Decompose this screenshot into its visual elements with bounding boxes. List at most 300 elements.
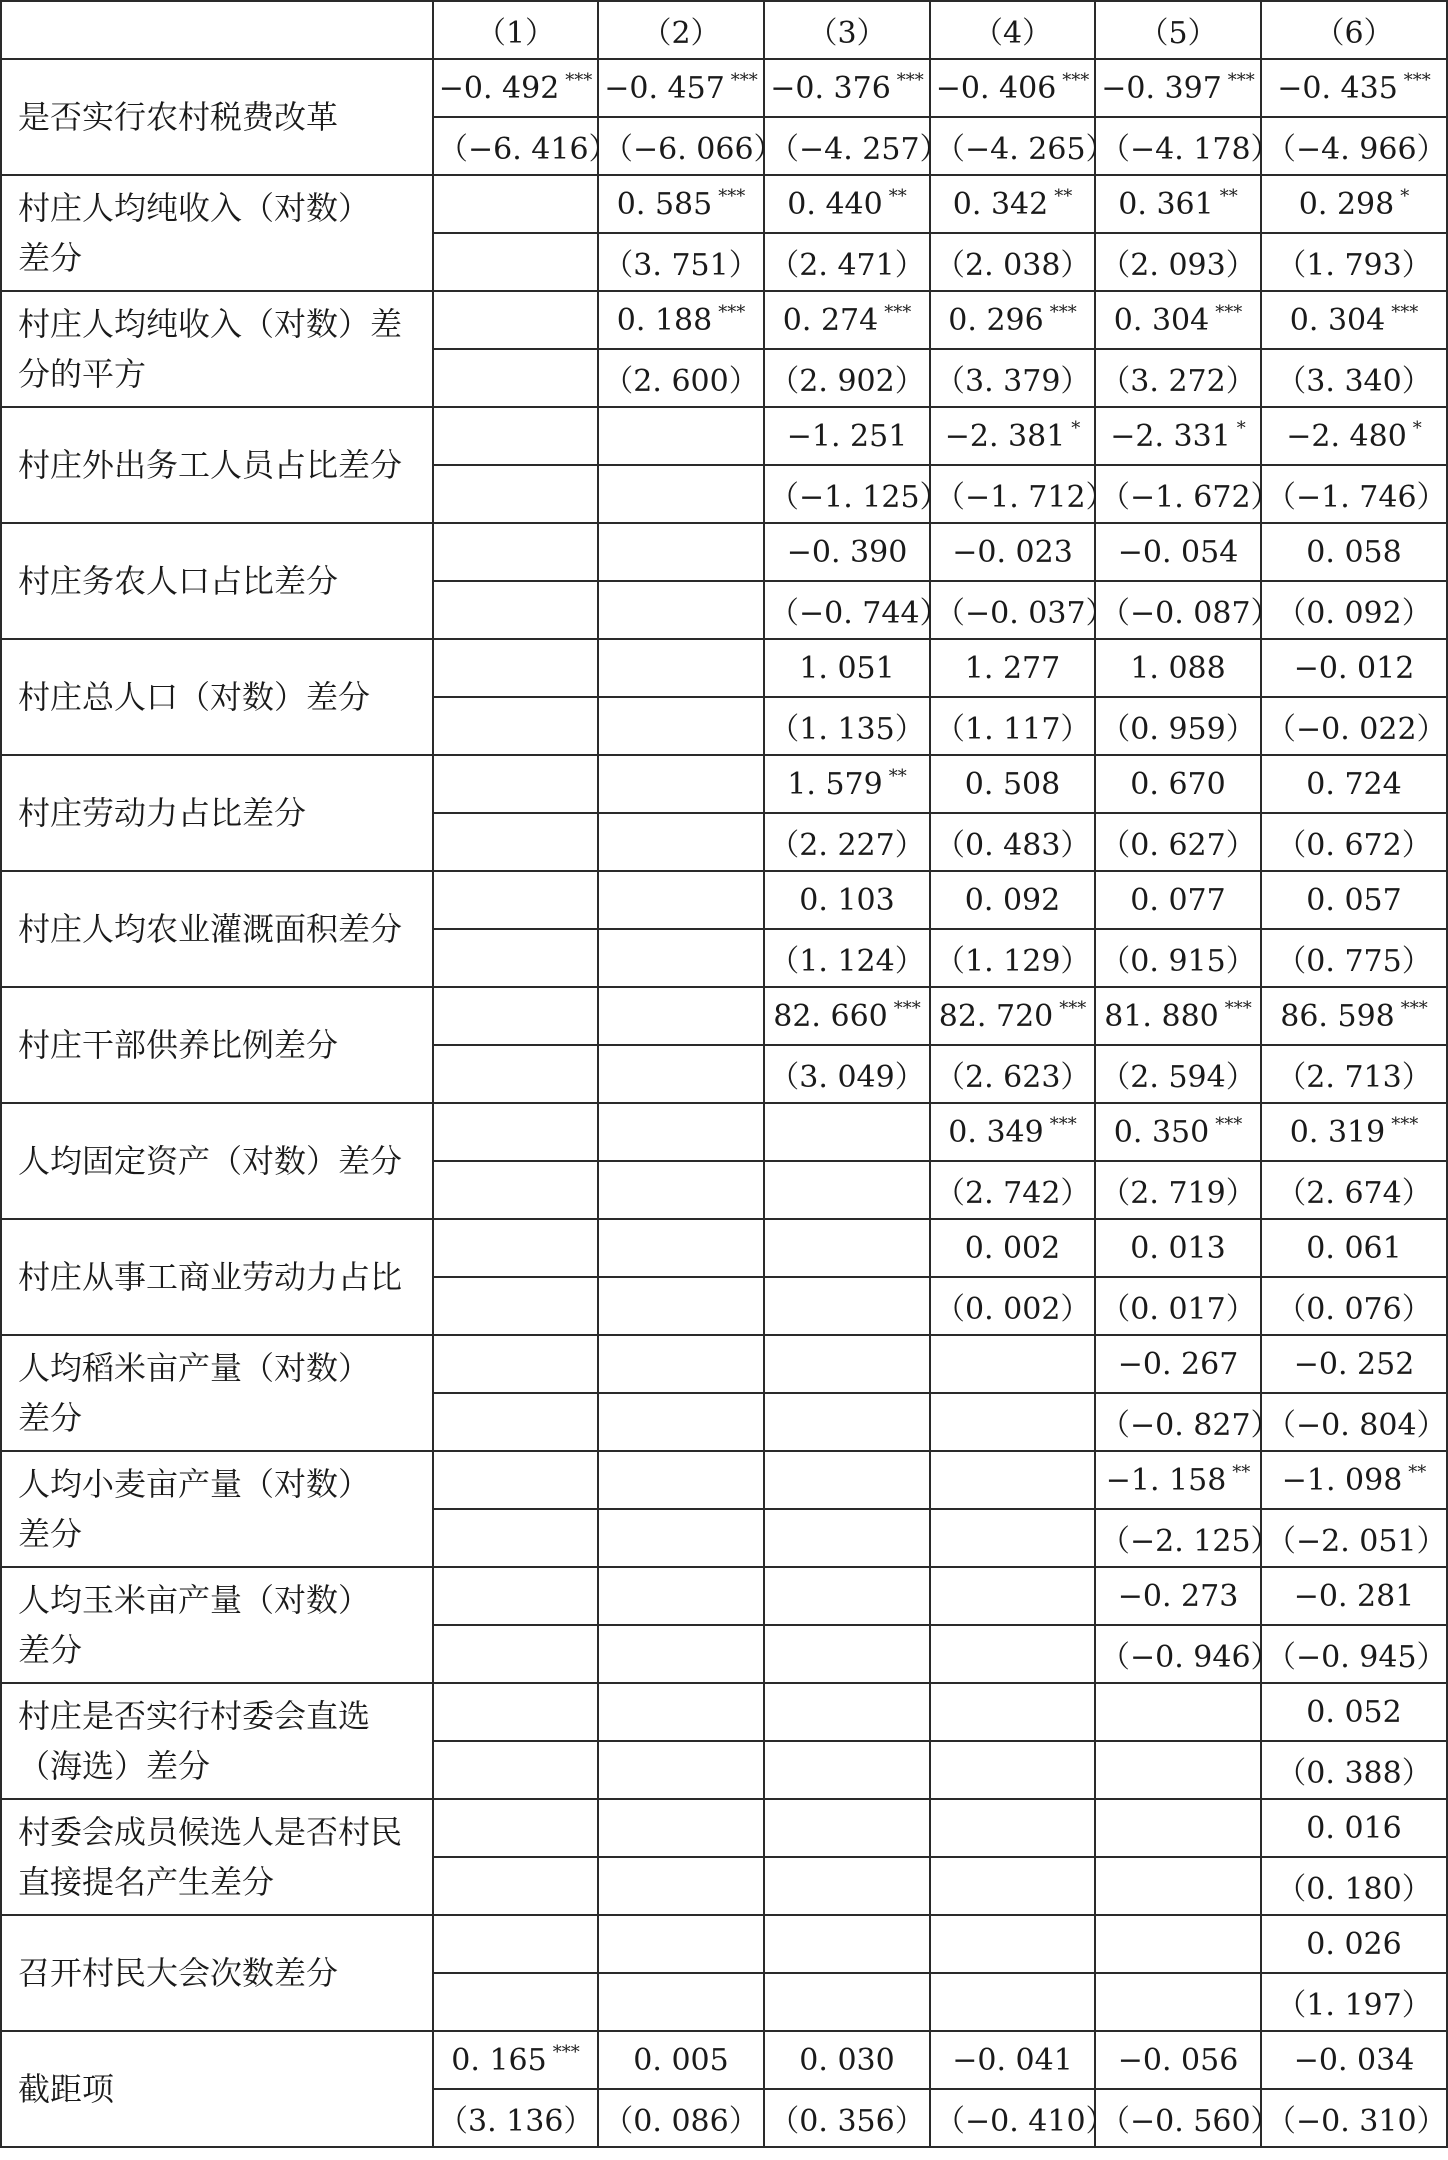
coefficient-value: 0. 724 <box>1306 766 1402 802</box>
coefficient-cell <box>930 639 1095 697</box>
variable-label-line: 村庄人均纯收入（对数）差 <box>18 305 403 343</box>
coefficient-cell <box>930 2031 1095 2089</box>
significance-stars: *** <box>1059 998 1087 1019</box>
coefficient-cell <box>930 1915 1095 1973</box>
header-row <box>1 1 1447 59</box>
coefficient-row <box>1 1335 1447 1393</box>
t-statistic-cell <box>433 929 598 987</box>
coefficient-cell <box>930 523 1095 581</box>
significance-stars: *** <box>1391 1114 1419 1135</box>
coefficient-cell <box>1095 639 1261 697</box>
coefficient-value: −0. 406 <box>935 71 1057 106</box>
t-statistic-cell <box>598 1741 764 1799</box>
variable-label-line: 村庄从事工商业劳动力占比 <box>18 1258 403 1296</box>
coefficient-cell <box>930 871 1095 929</box>
coefficient-value: 0. 342 <box>952 187 1049 222</box>
t-statistic-cell: （−1. 125） <box>764 465 930 523</box>
coefficient-cell <box>598 59 764 117</box>
t-statistic-cell <box>598 1045 764 1103</box>
coefficient-cell <box>764 1103 930 1161</box>
coefficient-row <box>1 639 1447 697</box>
t-statistic-cell: （2. 227） <box>764 813 930 871</box>
coefficient-row <box>1 1567 1447 1625</box>
t-statistic-cell <box>598 1277 764 1335</box>
coefficient-value: −0. 041 <box>952 2042 1073 2078</box>
coefficient-value: 0. 030 <box>799 2042 895 2078</box>
significance-stars: ** <box>1219 186 1238 207</box>
variable-label-line: 差分 <box>18 1399 83 1437</box>
significance-stars: *** <box>896 70 924 91</box>
coefficient-value: 81. 880 <box>1104 999 1219 1034</box>
variable-label <box>1 1683 433 1799</box>
t-statistic-cell: （0. 627） <box>1095 813 1261 871</box>
coefficient-value: −0. 034 <box>1293 2042 1415 2078</box>
coefficient-cell <box>433 987 598 1045</box>
coefficient-value: 0. 165 <box>451 2043 547 2078</box>
coefficient-cell <box>598 1451 764 1509</box>
significance-stars: *** <box>1400 998 1428 1019</box>
t-statistic-cell <box>433 1741 598 1799</box>
t-statistic-cell <box>598 1161 764 1219</box>
coefficient-value: −0. 435 <box>1277 71 1398 106</box>
coefficient-value: 0. 092 <box>964 882 1061 918</box>
t-statistic-cell <box>433 1045 598 1103</box>
variable-label <box>1 1915 433 2031</box>
t-statistic-cell: （−2. 051） <box>1261 1509 1447 1567</box>
coefficient-cell <box>598 291 764 349</box>
significance-stars: *** <box>1049 302 1077 323</box>
coefficient-cell <box>433 1103 598 1161</box>
t-statistic-cell: （2. 713） <box>1261 1045 1447 1103</box>
coefficient-cell <box>930 175 1095 233</box>
coefficient-cell <box>1261 407 1447 465</box>
t-statistic-cell: （3. 751） <box>598 233 764 291</box>
coefficient-value: −2. 480 <box>1286 419 1407 454</box>
column-header: （6） <box>1261 1 1447 59</box>
coefficient-cell <box>1095 2031 1261 2089</box>
coefficient-cell <box>764 1219 930 1277</box>
t-statistic-cell <box>598 1509 764 1567</box>
coefficient-value: −2. 331 <box>1110 419 1231 454</box>
coefficient-row <box>1 291 1447 349</box>
coefficient-cell <box>1261 523 1447 581</box>
variable-label-line: 村庄外出务工人员占比差分 <box>18 446 403 484</box>
t-statistic-cell <box>433 1509 598 1567</box>
significance-stars: *** <box>1215 302 1243 323</box>
t-statistic-cell: （2. 719） <box>1095 1161 1261 1219</box>
coefficient-cell <box>930 1335 1095 1393</box>
coefficient-value: 1. 051 <box>799 650 895 686</box>
t-statistic-cell: （2. 594） <box>1095 1045 1261 1103</box>
coefficient-value: −0. 376 <box>770 71 891 106</box>
coefficient-cell <box>930 987 1095 1045</box>
coefficient-cell <box>1261 1219 1447 1277</box>
coefficient-value: −0. 252 <box>1293 1346 1415 1382</box>
coefficient-cell <box>1261 1335 1447 1393</box>
t-statistic-cell <box>433 581 598 639</box>
t-statistic-cell <box>598 929 764 987</box>
significance-stars: *** <box>884 302 912 323</box>
significance-stars: * <box>1412 418 1422 439</box>
coefficient-cell <box>433 1335 598 1393</box>
coefficient-cell <box>433 1451 598 1509</box>
coefficient-cell <box>598 407 764 465</box>
coefficient-cell <box>1095 1683 1261 1741</box>
coefficient-value: −0. 390 <box>786 534 908 570</box>
coefficient-cell <box>598 871 764 929</box>
significance-stars: *** <box>718 302 746 323</box>
coefficient-row <box>1 987 1447 1045</box>
coefficient-cell <box>1261 1451 1447 1509</box>
significance-stars: *** <box>565 70 593 91</box>
t-statistic-cell: （−0. 744） <box>764 581 930 639</box>
coefficient-cell <box>598 1567 764 1625</box>
t-statistic-cell: （2. 038） <box>930 233 1095 291</box>
coefficient-cell <box>764 291 930 349</box>
coefficient-cell <box>433 59 598 117</box>
coefficient-value: 0. 298 <box>1298 187 1395 222</box>
variable-label <box>1 871 433 987</box>
significance-stars: *** <box>1215 1114 1243 1135</box>
coefficient-cell <box>764 1683 930 1741</box>
coefficient-cell <box>1095 1451 1261 1509</box>
t-statistic-cell: （−0. 037） <box>930 581 1095 639</box>
t-statistic-cell: （3. 136） <box>433 2089 598 2147</box>
coefficient-cell <box>1095 755 1261 813</box>
coefficient-value: 0. 002 <box>964 1230 1061 1266</box>
coefficient-cell <box>433 407 598 465</box>
coefficient-cell <box>598 755 764 813</box>
coefficient-row <box>1 175 1447 233</box>
coefficient-value: 82. 660 <box>773 999 888 1034</box>
t-statistic-cell: （−1. 746） <box>1261 465 1447 523</box>
variable-label <box>1 175 433 291</box>
t-statistic-cell: （−0. 946） <box>1095 1625 1261 1683</box>
coefficient-cell <box>1095 1335 1261 1393</box>
coefficient-cell <box>598 987 764 1045</box>
t-statistic-cell: （2. 742） <box>930 1161 1095 1219</box>
t-statistic-cell: （1. 197） <box>1261 1973 1447 2031</box>
t-statistic-cell <box>764 1625 930 1683</box>
t-statistic-cell <box>433 465 598 523</box>
coefficient-value: −0. 457 <box>604 71 725 106</box>
t-statistic-cell <box>930 1857 1095 1915</box>
column-header: （4） <box>930 1 1095 59</box>
coefficient-row <box>1 871 1447 929</box>
variable-label-line: 村庄人均纯收入（对数） <box>18 189 371 227</box>
t-statistic-cell <box>433 1973 598 2031</box>
t-statistic-cell: （1. 793） <box>1261 233 1447 291</box>
t-statistic-cell: （−2. 125） <box>1095 1509 1261 1567</box>
coefficient-value: 0. 016 <box>1306 1810 1402 1846</box>
column-header: （5） <box>1095 1 1261 59</box>
variable-label-line: 人均小麦亩产量（对数） <box>18 1465 371 1503</box>
coefficient-cell <box>1095 407 1261 465</box>
t-statistic-cell <box>764 1857 930 1915</box>
variable-label-line: 村庄劳动力占比差分 <box>18 794 307 832</box>
variable-label-line: （海选）差分 <box>18 1747 211 1785</box>
significance-stars: *** <box>730 70 758 91</box>
t-statistic-cell: （1. 129） <box>930 929 1095 987</box>
variable-label-line: 差分 <box>18 1515 83 1553</box>
coefficient-cell <box>1261 639 1447 697</box>
coefficient-cell <box>598 1219 764 1277</box>
coefficient-cell <box>1095 1567 1261 1625</box>
significance-stars: * <box>1071 418 1081 439</box>
coefficient-cell <box>1261 987 1447 1045</box>
coefficient-cell <box>1095 291 1261 349</box>
variable-label-line: 村庄干部供养比例差分 <box>18 1026 339 1064</box>
t-statistic-cell <box>764 1973 930 2031</box>
t-statistic-cell <box>433 233 598 291</box>
coefficient-cell <box>433 1219 598 1277</box>
coefficient-cell <box>764 175 930 233</box>
coefficient-cell <box>764 407 930 465</box>
variable-label <box>1 1567 433 1683</box>
coefficient-cell <box>433 1567 598 1625</box>
coefficient-cell <box>1261 59 1447 117</box>
t-statistic-cell: （3. 049） <box>764 1045 930 1103</box>
coefficient-row <box>1 523 1447 581</box>
coefficient-cell <box>1095 987 1261 1045</box>
coefficient-value: 0. 296 <box>948 303 1044 338</box>
coefficient-value: 82. 720 <box>938 999 1054 1034</box>
t-statistic-cell <box>930 1973 1095 2031</box>
coefficient-cell <box>1261 175 1447 233</box>
coefficient-value: 0. 026 <box>1306 1926 1402 1962</box>
coefficient-cell <box>1261 1799 1447 1857</box>
coefficient-cell <box>764 871 930 929</box>
variable-label <box>1 755 433 871</box>
t-statistic-cell <box>764 1509 930 1567</box>
significance-stars: *** <box>1224 998 1252 1019</box>
variable-label <box>1 59 433 175</box>
variable-label <box>1 1219 433 1335</box>
coefficient-cell <box>433 1683 598 1741</box>
coefficient-row <box>1 1103 1447 1161</box>
coefficient-value: −0. 397 <box>1101 71 1222 106</box>
variable-label-line: 村庄人均农业灌溉面积差分 <box>18 910 403 948</box>
t-statistic-cell <box>598 1857 764 1915</box>
coefficient-cell <box>598 639 764 697</box>
significance-stars: *** <box>1403 70 1431 91</box>
significance-stars: ** <box>888 766 907 787</box>
coefficient-value: 0. 361 <box>1118 187 1214 222</box>
coefficient-cell <box>598 1915 764 1973</box>
coefficient-cell <box>764 59 930 117</box>
coefficient-cell <box>930 59 1095 117</box>
coefficient-row <box>1 59 1447 117</box>
coefficient-cell <box>764 755 930 813</box>
variable-label-line: 村庄务农人口占比差分 <box>18 562 339 600</box>
variable-label <box>1 987 433 1103</box>
coefficient-cell <box>598 1335 764 1393</box>
t-statistic-cell <box>433 1161 598 1219</box>
variable-label <box>1 1103 433 1219</box>
significance-stars: ** <box>1054 186 1073 207</box>
coefficient-value: −0. 281 <box>1293 1578 1415 1614</box>
header-corner-cell <box>1 1 433 59</box>
t-statistic-cell: （0. 076） <box>1261 1277 1447 1335</box>
coefficient-cell <box>1261 871 1447 929</box>
coefficient-cell <box>433 1915 598 1973</box>
significance-stars: *** <box>552 2042 580 2063</box>
coefficient-row <box>1 2031 1447 2089</box>
coefficient-row <box>1 1451 1447 1509</box>
t-statistic-cell: （−1. 712） <box>930 465 1095 523</box>
significance-stars: *** <box>1227 70 1255 91</box>
coefficient-cell <box>1095 523 1261 581</box>
t-statistic-cell: （2. 674） <box>1261 1161 1447 1219</box>
t-statistic-cell: （0. 672） <box>1261 813 1447 871</box>
variable-label <box>1 2031 433 2147</box>
variable-label-line: 村庄总人口（对数）差分 <box>18 678 371 716</box>
variable-label <box>1 1451 433 1567</box>
coefficient-cell <box>1095 1103 1261 1161</box>
t-statistic-cell: （−0. 087） <box>1095 581 1261 639</box>
t-statistic-cell <box>1095 1973 1261 2031</box>
variable-label-line: 人均玉米亩产量（对数） <box>18 1581 371 1619</box>
coefficient-value: 0. 508 <box>964 766 1061 802</box>
coefficient-value: −1. 098 <box>1281 1463 1403 1498</box>
coefficient-cell <box>764 523 930 581</box>
variable-label-line: 差分 <box>18 239 83 277</box>
coefficient-value: 0. 052 <box>1306 1694 1402 1730</box>
coefficient-cell <box>1261 1915 1447 1973</box>
coefficient-cell <box>1095 1799 1261 1857</box>
t-statistic-cell: （−0. 310） <box>1261 2089 1447 2147</box>
coefficient-cell <box>764 1915 930 1973</box>
variable-label-line: 人均稻米亩产量（对数） <box>18 1349 371 1387</box>
variable-label <box>1 291 433 407</box>
t-statistic-cell: （0. 180） <box>1261 1857 1447 1915</box>
coefficient-cell <box>930 1683 1095 1741</box>
coefficient-cell <box>930 755 1095 813</box>
t-statistic-cell <box>598 465 764 523</box>
variable-label-line: 是否实行农村税费改革 <box>18 98 339 136</box>
t-statistic-cell <box>598 697 764 755</box>
significance-stars: ** <box>1408 1462 1427 1483</box>
coefficient-row <box>1 1683 1447 1741</box>
coefficient-value: 0. 013 <box>1130 1230 1226 1266</box>
coefficient-cell <box>433 1799 598 1857</box>
coefficient-cell <box>598 175 764 233</box>
t-statistic-cell <box>433 1393 598 1451</box>
coefficient-value: 0. 319 <box>1289 1115 1386 1150</box>
t-statistic-cell: （−4. 178） <box>1095 117 1261 175</box>
significance-stars: * <box>1236 418 1246 439</box>
t-statistic-cell <box>433 697 598 755</box>
coefficient-value: 0. 188 <box>616 303 713 338</box>
significance-stars: *** <box>1391 302 1419 323</box>
coefficient-value: −0. 492 <box>438 71 560 106</box>
coefficient-cell <box>1261 291 1447 349</box>
significance-stars: *** <box>1062 70 1090 91</box>
t-statistic-cell: （−0. 827） <box>1095 1393 1261 1451</box>
t-statistic-cell <box>764 1741 930 1799</box>
t-statistic-cell <box>598 1973 764 2031</box>
t-statistic-cell: （0. 092） <box>1261 581 1447 639</box>
coefficient-value: 0. 304 <box>1289 303 1386 338</box>
t-statistic-cell: （−4. 265） <box>930 117 1095 175</box>
coefficient-row <box>1 1219 1447 1277</box>
variable-label-line: 截距项 <box>18 2070 115 2108</box>
t-statistic-cell: （0. 356） <box>764 2089 930 2147</box>
t-statistic-cell <box>764 1161 930 1219</box>
t-statistic-cell <box>764 1393 930 1451</box>
coefficient-cell <box>433 639 598 697</box>
t-statistic-cell <box>598 581 764 639</box>
variable-label <box>1 523 433 639</box>
t-statistic-cell: （−6. 416） <box>433 117 598 175</box>
coefficient-value: 0. 304 <box>1113 303 1210 338</box>
coefficient-cell <box>598 2031 764 2089</box>
coefficient-cell <box>1261 2031 1447 2089</box>
coefficient-cell <box>930 1567 1095 1625</box>
coefficient-value: −0. 023 <box>952 534 1073 570</box>
significance-stars: * <box>1400 186 1410 207</box>
t-statistic-cell: （−0. 804） <box>1261 1393 1447 1451</box>
variable-label-line: 直接提名产生差分 <box>18 1863 275 1901</box>
t-statistic-cell <box>930 1741 1095 1799</box>
coefficient-cell <box>433 175 598 233</box>
t-statistic-cell <box>598 813 764 871</box>
t-statistic-cell: （2. 471） <box>764 233 930 291</box>
t-statistic-cell <box>598 1393 764 1451</box>
variable-label-line: 人均固定资产（对数）差分 <box>18 1142 403 1180</box>
coefficient-cell <box>598 1103 764 1161</box>
coefficient-value: 0. 061 <box>1306 1230 1402 1266</box>
t-statistic-cell <box>433 349 598 407</box>
coefficient-value: 0. 058 <box>1306 534 1402 570</box>
coefficient-cell <box>764 1451 930 1509</box>
variable-label <box>1 1799 433 1915</box>
coefficient-value: 0. 005 <box>633 2042 729 2078</box>
t-statistic-cell: （2. 623） <box>930 1045 1095 1103</box>
coefficient-cell <box>930 291 1095 349</box>
t-statistic-cell <box>764 1277 930 1335</box>
significance-stars: *** <box>1049 1114 1077 1135</box>
t-statistic-cell <box>598 1625 764 1683</box>
coefficient-value: 1. 277 <box>964 650 1061 686</box>
coefficient-value: 0. 274 <box>782 303 879 338</box>
t-statistic-cell <box>1095 1741 1261 1799</box>
coefficient-cell <box>1261 1683 1447 1741</box>
coefficient-cell <box>1095 871 1261 929</box>
coefficient-cell <box>433 291 598 349</box>
coefficient-value: 0. 349 <box>948 1115 1044 1150</box>
coefficient-value: 0. 077 <box>1130 882 1226 918</box>
coefficient-value: 0. 670 <box>1130 766 1226 802</box>
t-statistic-cell: （−4. 966） <box>1261 117 1447 175</box>
t-statistic-cell: （−1. 672） <box>1095 465 1261 523</box>
t-statistic-cell: （2. 093） <box>1095 233 1261 291</box>
coefficient-value: 0. 103 <box>799 882 895 918</box>
significance-stars: ** <box>1232 1462 1251 1483</box>
coefficient-value: −1. 158 <box>1105 1463 1227 1498</box>
variable-label-line: 差分 <box>18 1631 83 1669</box>
t-statistic-cell: （−4. 257） <box>764 117 930 175</box>
coefficient-value: −2. 381 <box>944 419 1066 454</box>
t-statistic-cell: （2. 902） <box>764 349 930 407</box>
coefficient-cell <box>930 1103 1095 1161</box>
coefficient-value: −0. 054 <box>1117 534 1239 570</box>
t-statistic-cell: （0. 775） <box>1261 929 1447 987</box>
coefficient-cell <box>930 1219 1095 1277</box>
t-statistic-cell: （0. 086） <box>598 2089 764 2147</box>
coefficient-value: 0. 440 <box>787 187 883 222</box>
t-statistic-cell: （−0. 560） <box>1095 2089 1261 2147</box>
